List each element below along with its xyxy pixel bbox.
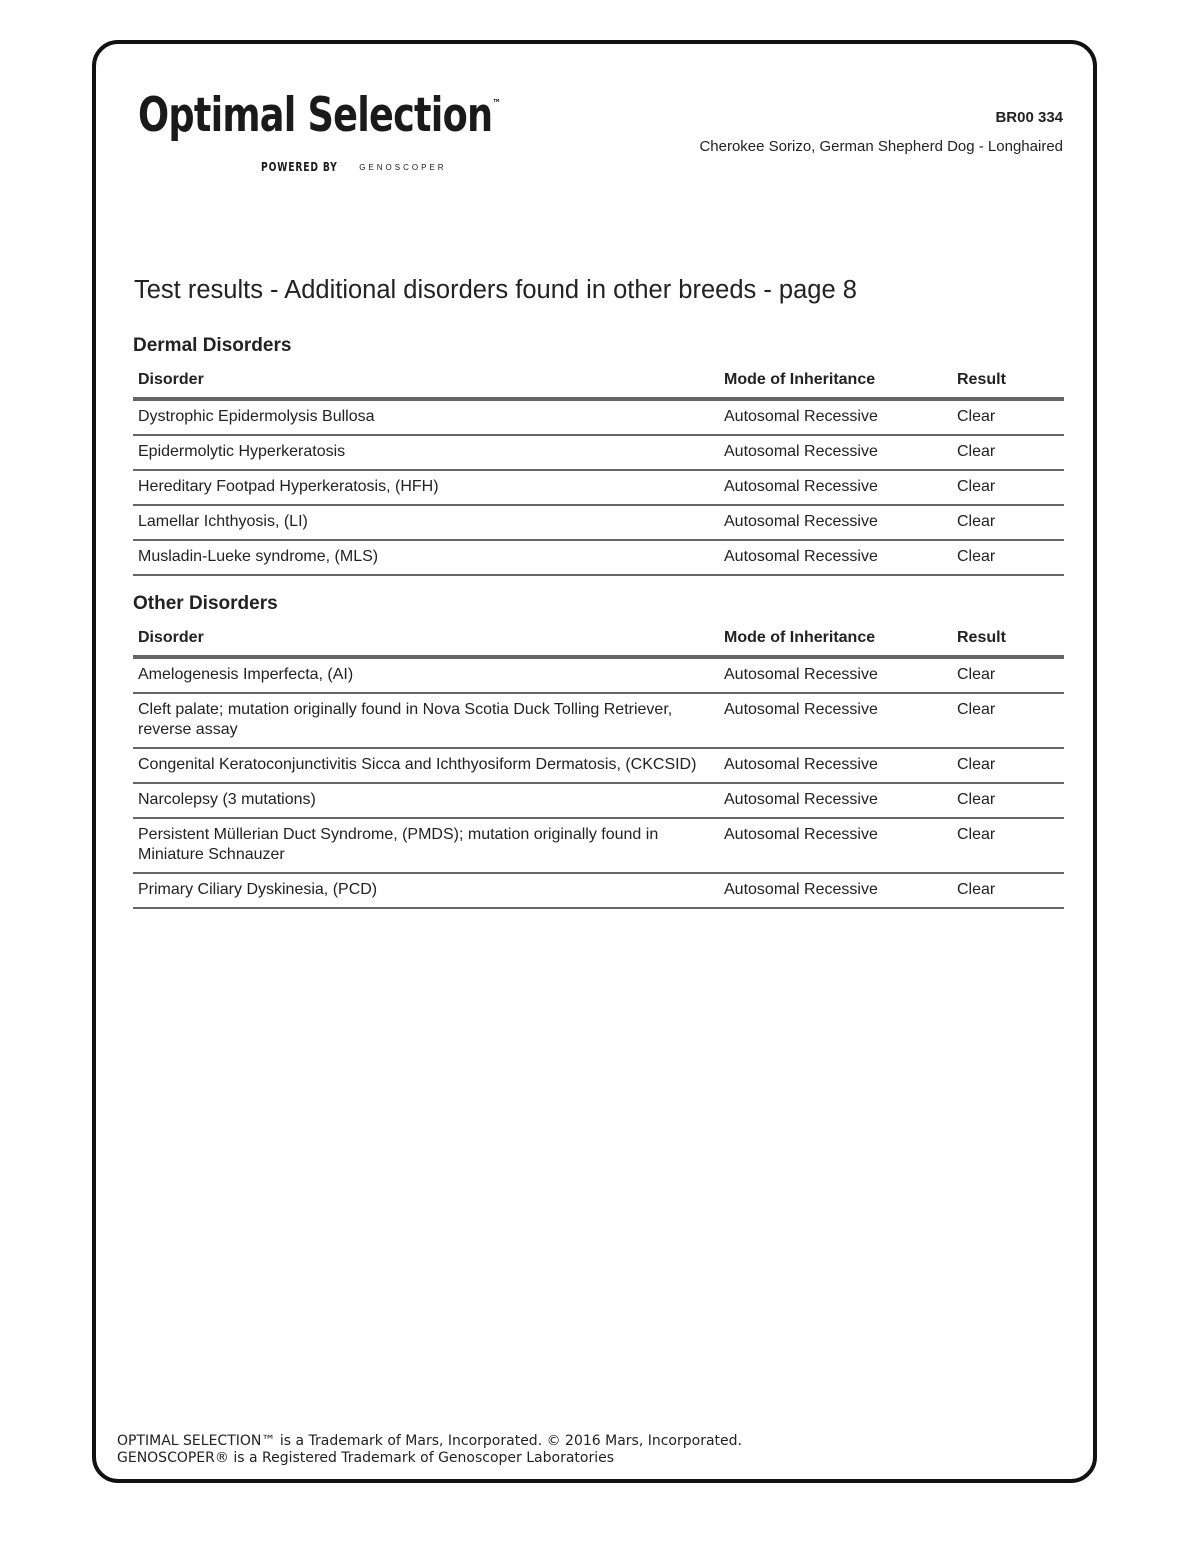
inheritance-cell: Autosomal Recessive bbox=[719, 435, 952, 470]
logo-powered-by bbox=[261, 160, 447, 174]
powered-by-label: POWERED BY bbox=[261, 160, 338, 174]
col-header-result: Result bbox=[952, 629, 1064, 657]
report-id: BR00 334 bbox=[995, 109, 1063, 126]
disorder-cell: Primary Ciliary Dyskinesia, (PCD) bbox=[133, 873, 719, 908]
table-row bbox=[133, 505, 1064, 540]
logo-title: Optimal Selection™ bbox=[138, 88, 501, 143]
result-cell: Clear bbox=[952, 783, 1064, 818]
disorder-cell: Narcolepsy (3 mutations) bbox=[133, 783, 719, 818]
footer-trademark-line: OPTIMAL SELECTION™ is a Trademark of Mars, Incorporated. © 2016 Mars, Incorporated. bbox=[117, 1433, 742, 1449]
result-cell: Clear bbox=[952, 399, 1064, 435]
inheritance-cell: Autosomal Recessive bbox=[719, 693, 952, 748]
col-header-result: Result bbox=[952, 371, 1064, 399]
inheritance-cell: Autosomal Recessive bbox=[719, 540, 952, 575]
table-row bbox=[133, 657, 1064, 693]
col-header-disorder: Disorder bbox=[133, 371, 719, 399]
optimal-selection-logo bbox=[138, 88, 603, 174]
col-header-inheritance: Mode of Inheritance bbox=[719, 371, 952, 399]
result-cell: Clear bbox=[952, 657, 1064, 693]
table-row bbox=[133, 435, 1064, 470]
footer bbox=[117, 1433, 742, 1467]
result-cell: Clear bbox=[952, 470, 1064, 505]
disorder-cell: Hereditary Footpad Hyperkeratosis, (HFH) bbox=[133, 470, 719, 505]
inheritance-cell: Autosomal Recessive bbox=[719, 657, 952, 693]
footer-registered-line: GENOSCOPER® is a Registered Trademark of Genoscoper Laboratories bbox=[117, 1450, 615, 1466]
result-cell: Clear bbox=[952, 748, 1064, 783]
inheritance-cell: Autosomal Recessive bbox=[719, 399, 952, 435]
disorder-cell: Musladin-Lueke syndrome, (MLS) bbox=[133, 540, 719, 575]
dermal-disorders-section bbox=[133, 335, 1064, 576]
genoscoper-logo: GENOSCOPER bbox=[359, 162, 447, 172]
inheritance-cell: Autosomal Recessive bbox=[719, 748, 952, 783]
table-row bbox=[133, 818, 1064, 873]
section-title: Dermal Disorders bbox=[133, 335, 292, 356]
table-row bbox=[133, 540, 1064, 575]
inheritance-cell: Autosomal Recessive bbox=[719, 818, 952, 873]
dermal-disorders-table bbox=[133, 371, 1064, 576]
result-cell: Clear bbox=[952, 693, 1064, 748]
disorder-cell: Amelogenesis Imperfecta, (AI) bbox=[133, 657, 719, 693]
result-cell: Clear bbox=[952, 505, 1064, 540]
inheritance-cell: Autosomal Recessive bbox=[719, 783, 952, 818]
table-header-row bbox=[133, 371, 1064, 399]
col-header-inheritance: Mode of Inheritance bbox=[719, 629, 952, 657]
disorder-cell: Cleft palate; mutation originally found in Nova Scotia Duck Tolling Retriever, reverse assay bbox=[133, 693, 719, 748]
page-title: Test results - Additional disorders found in other breeds - page 8 bbox=[134, 276, 857, 304]
table-row bbox=[133, 693, 1064, 748]
other-disorders-section bbox=[133, 593, 1064, 909]
inheritance-cell: Autosomal Recessive bbox=[719, 470, 952, 505]
result-cell: Clear bbox=[952, 873, 1064, 908]
table-header-row bbox=[133, 629, 1064, 657]
table-row bbox=[133, 470, 1064, 505]
disorder-cell: Congenital Keratoconjunctivitis Sicca and Ichthyosiform Dermatosis, (CKCSID) bbox=[133, 748, 719, 783]
dog-name-breed: Cherokee Sorizo, German Shepherd Dog - Longhaired bbox=[699, 138, 1063, 155]
inheritance-cell: Autosomal Recessive bbox=[719, 873, 952, 908]
result-cell: Clear bbox=[952, 540, 1064, 575]
disorder-cell: Dystrophic Epidermolysis Bullosa bbox=[133, 399, 719, 435]
disorder-cell: Epidermolytic Hyperkeratosis bbox=[133, 435, 719, 470]
result-cell: Clear bbox=[952, 435, 1064, 470]
section-title: Other Disorders bbox=[133, 593, 278, 614]
table-row bbox=[133, 783, 1064, 818]
inheritance-cell: Autosomal Recessive bbox=[719, 505, 952, 540]
result-cell: Clear bbox=[952, 818, 1064, 873]
table-row bbox=[133, 399, 1064, 435]
disorder-cell: Lamellar Ichthyosis, (LI) bbox=[133, 505, 719, 540]
col-header-disorder: Disorder bbox=[133, 629, 719, 657]
disorder-cell: Persistent Müllerian Duct Syndrome, (PMDS); mutation originally found in Miniature Schnauzer bbox=[133, 818, 719, 873]
table-row bbox=[133, 873, 1064, 908]
table-row bbox=[133, 748, 1064, 783]
other-disorders-table bbox=[133, 629, 1064, 909]
